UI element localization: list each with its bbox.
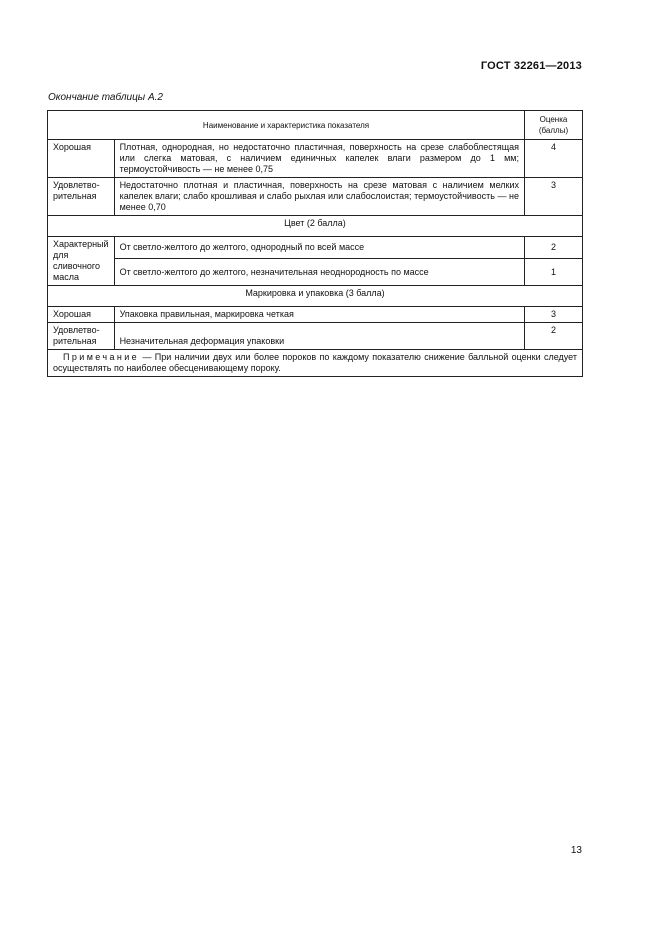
description-cell: От светло-желтого до желтого, незначительная неоднородность по массе: [114, 259, 524, 286]
score-cell: 2: [525, 237, 583, 259]
description-cell: Незначительная деформация упаковки: [114, 323, 524, 350]
grade-cell: Удовлетво-рительная: [48, 323, 115, 350]
grade-cell-color: Характерный для сливочного масла: [48, 237, 115, 286]
table-row: [48, 237, 583, 259]
header-score: Оценка (баллы): [525, 111, 583, 140]
description-cell: Упаковка правильная, маркировка четкая: [114, 307, 524, 323]
score-cell: 3: [525, 178, 583, 216]
score-cell: 3: [525, 307, 583, 323]
table-row: [48, 140, 583, 178]
description-cell: От светло-желтого до желтого, однородный по всей массе: [114, 237, 524, 259]
grade-cell: Хорошая: [48, 307, 115, 323]
table-row: [48, 178, 583, 216]
document-standard-number: ГОСТ 32261—2013: [480, 60, 582, 72]
table-row: [48, 259, 583, 286]
score-cell: 1: [525, 259, 583, 286]
table-caption: Окончание таблицы А.2: [48, 92, 163, 103]
section-title-packaging: Маркировка и упаковка (3 балла): [48, 286, 583, 307]
section-row-packaging: [48, 286, 583, 307]
description-cell: Недостаточно плотная и пластичная, поверхность на срезе матовая с наличием мелких капелек влаги; слабо крошливая и слабо рыхлая или слабослоистая; термоустойчивость — не менее 0,70: [114, 178, 524, 216]
section-title-color: Цвет (2 балла): [48, 216, 583, 237]
note-text: — При наличии двух или более пороков по каждому показателю снижение балльной оценки следует осуществлять по наиболее обесценивающему пороку.: [53, 352, 577, 373]
description-cell: Плотная, однородная, но недостаточно пластичная, поверхность на срезе слабоблестящая или слегка матовая, с наличием единичных капелек влаги размером до 1 мм; термоустойчивость — не менее 0,75: [114, 140, 524, 178]
note-label: Примечание: [63, 352, 140, 362]
evaluation-table: [47, 110, 583, 377]
table-header-row: [48, 111, 583, 140]
table-note: [48, 350, 583, 377]
page-number: 13: [570, 845, 582, 856]
note-row: [48, 350, 583, 377]
score-cell: 4: [525, 140, 583, 178]
score-cell: 2: [525, 323, 583, 350]
header-name-characteristic: Наименование и характеристика показателя: [48, 111, 525, 140]
section-row-color: [48, 216, 583, 237]
grade-cell: Хорошая: [48, 140, 115, 178]
table-row: [48, 307, 583, 323]
grade-cell: Удовлетво-рительная: [48, 178, 115, 216]
table-row: [48, 323, 583, 350]
